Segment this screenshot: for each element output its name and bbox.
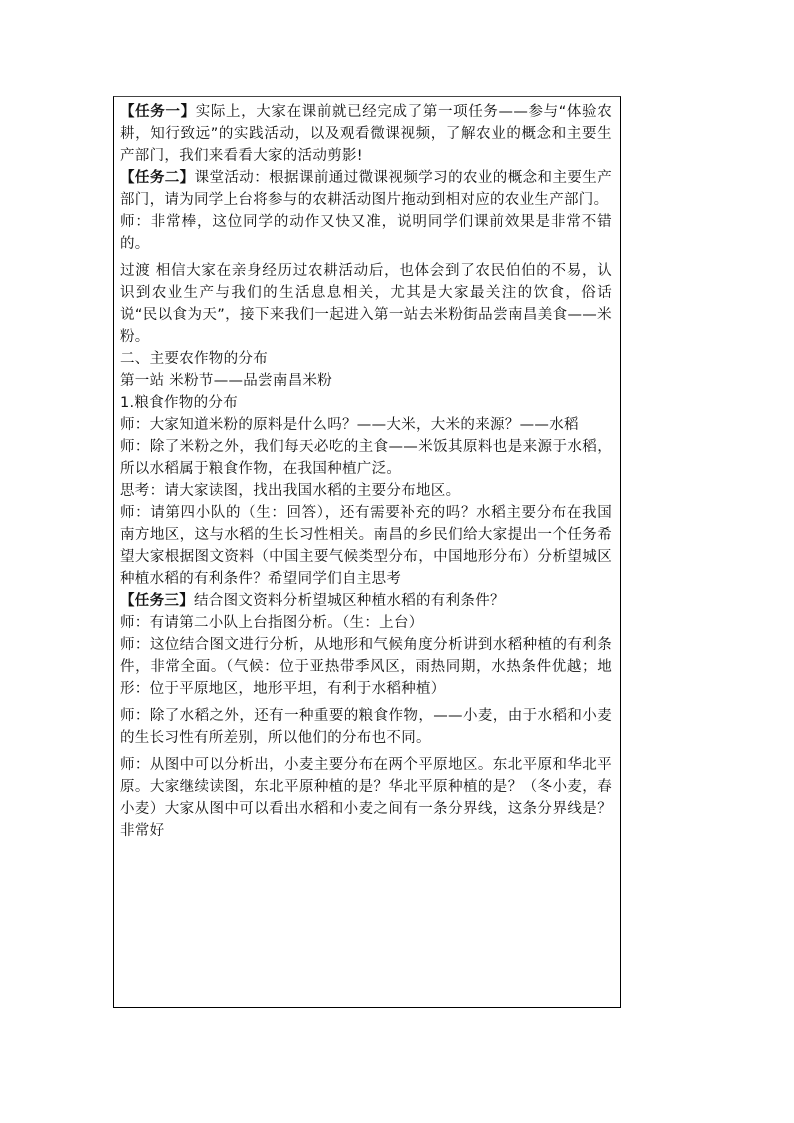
- paragraph-text: 过渡 相信大家在亲身经历过农耕活动后，也体会到了农民伯伯的不易，认识到农业生产与我们的生活息息相关，尤其是大家最关注的饮食，俗话说“民以食为天”，接下来我们一起进入第一站去米粉街品尝南昌美食——米粉。: [120, 263, 612, 345]
- paragraph-teacher-rice: [120, 436, 612, 480]
- subsection-heading: [120, 392, 612, 414]
- task-tag: 【任务三】: [120, 593, 194, 609]
- paragraph-text: 结合图文资料分析望城区种植水稻的有利条件？: [194, 593, 505, 609]
- section-heading: [120, 348, 612, 370]
- paragraph-text: 实际上，大家在课前就已经完成了第一项任务——参与“体验农耕，知行致远”的实践活动，以及观看微课视频，了解农业的概念和主要生产部门，我们来看看大家的活动剪影!: [120, 104, 613, 164]
- paragraph-text: 师：这位结合图文进行分析，从地形和气候角度分析讲到水稻种植的有利条件，非常全面。（气候：位于亚热带季风区，雨热同期，水热条件优越；地形：位于平原地区，地形平坦，有利于水稻种植）: [120, 637, 612, 697]
- paragraph-teacher-invite: [120, 612, 612, 634]
- paragraph-text: 师：有请第二小队上台指图分析。（生：上台）: [120, 615, 424, 631]
- paragraph-text: 师：请第四小队的（生：回答），还有需要补充的吗？水稻主要分布在我国南方地区，这与水稻的生长习性相关。南昌的乡民们给大家提出一个任务希望大家根据图文资料（中国主要气候类型分布，中国地形分布）分析望城区种植水稻的有利条件？希望同学们自主思考: [120, 505, 612, 587]
- task-tag: 【任务二】: [120, 170, 195, 186]
- paragraph-transition: [120, 260, 612, 348]
- paragraph-task-1: [120, 101, 612, 167]
- paragraph-text: 师：从图中可以分析出，小麦主要分布在两个平原地区。东北平原和华北平原。大家继续读图，东北平原种植的是？华北平原种植的是？（冬小麦，春小麦）大家从图中可以看出水稻和小麦之间有一条分界线，这条分界线是？非常好: [120, 757, 612, 839]
- paragraph-text: 第一站 米粉节——品尝南昌米粉: [120, 373, 333, 389]
- paragraph-teacher-wheat: [120, 705, 612, 749]
- paragraph-text: 二、主要农作物的分布: [120, 351, 268, 367]
- lesson-text-box: [113, 96, 621, 1008]
- paragraph-teacher-task: [120, 502, 612, 590]
- paragraph-teacher-praise: [120, 211, 612, 255]
- paragraph-text: 思考：请大家读图，找出我国水稻的主要分布地区。: [120, 483, 461, 499]
- paragraph-task-2: [120, 167, 612, 211]
- paragraph-text: 课堂活动：根据课前通过微课视频学习的农业的概念和主要生产部门，请为同学上台将参与的农耕活动图片拖动到相对应的农业生产部门。: [120, 170, 612, 208]
- paragraph-text: 师：除了米粉之外，我们每天必吃的主食——米饭其原料也是来源于水稻，所以水稻属于粮食作物，在我国种植广泛。: [120, 439, 612, 477]
- task-tag: 【任务一】: [120, 104, 196, 120]
- paragraph-text: 师：非常棒，这位同学的动作又快又准，说明同学们课前效果是非常不错的。: [120, 214, 612, 252]
- paragraph-task-3: [120, 590, 612, 612]
- paragraph-think: [120, 480, 612, 502]
- station-heading: [120, 370, 612, 392]
- lesson-content: [120, 101, 612, 842]
- paragraph-teacher-map: [120, 754, 612, 842]
- paragraph-teacher-analysis: [120, 634, 612, 700]
- paragraph-text: 1.粮食作物的分布: [120, 395, 239, 411]
- paragraph-text: 师：大家知道米粉的原料是什么吗？——大米，大米的来源？——水稻: [120, 417, 579, 433]
- paragraph-text: 师：除了水稻之外，还有一种重要的粮食作物，——小麦，由于水稻和小麦的生长习性有所差别，所以他们的分布也不同。: [120, 708, 612, 746]
- paragraph-teacher-question: [120, 414, 612, 436]
